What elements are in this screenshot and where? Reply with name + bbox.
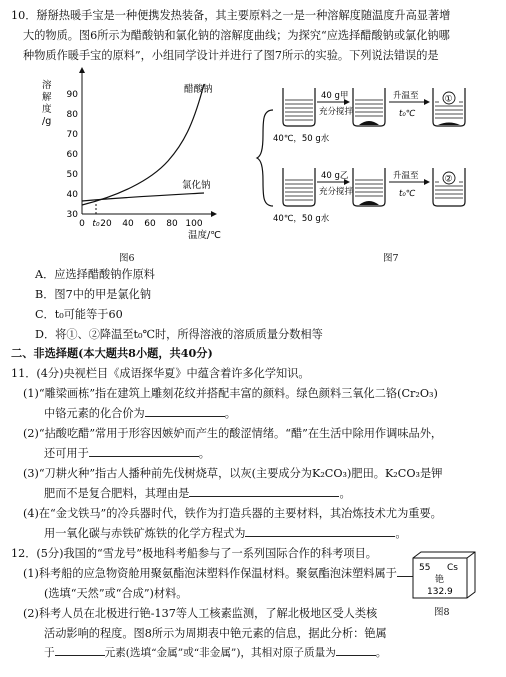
ytick-70: 70: [66, 130, 78, 140]
beaker-a-start: [283, 88, 315, 126]
element-number: 55: [419, 563, 431, 573]
q11-blank-2[interactable]: [89, 445, 199, 457]
q11-part1-line2: 中铬元素的化合价为 。: [44, 407, 236, 420]
q12-part2-line3: 于 元素(选填“金属”或“非金属”)，其相对原子质量为 。: [44, 644, 386, 664]
q11-blank-3[interactable]: [189, 485, 339, 497]
beaker-b-stirred: [353, 168, 385, 206]
q11-part4-line1: (4)在“金戈铁马”的冷兵器时代，铁作为打造兵器的主要材料，其冶炼技术尤为重要。: [23, 507, 442, 520]
beaker-b-start: [283, 168, 315, 206]
q11-part2-line2: 还可用于 。: [44, 447, 210, 460]
figure8-caption: 图8: [434, 607, 450, 618]
condition-bottom: 40℃，50 g水: [273, 214, 330, 224]
q10-option-a: A．应选择醋酸钠作原料: [35, 268, 155, 281]
q11-blank-1[interactable]: [145, 405, 225, 417]
q11-blank-4[interactable]: [245, 525, 395, 537]
q11-part3-line1: (3)“刀耕火种”指古人播种前先伐树烧草，以灰(主要成分为K₂CO₃)肥田。K₂CO₃是钾: [23, 467, 443, 480]
ytick-30: 30: [66, 210, 78, 220]
xtick-40: 40: [122, 219, 134, 229]
xtick-20: 20: [100, 219, 112, 229]
amount-a-label: 40 g甲: [321, 91, 349, 101]
q11-part4-line2: 用一氧化碳与赤铁矿炼铁的化学方程式为 。: [44, 527, 407, 540]
q11-part2-line1: (2)“拈酸吃醋”常用于形容因嫉妒而产生的酸涩情绪。“醋”在生活中除用作调味品外，: [23, 427, 443, 440]
x-ticks: [79, 219, 203, 229]
figure6-caption: 图6: [119, 253, 135, 264]
figure6-solubility-chart: [38, 66, 238, 252]
series-label-sodium-chloride: 氯化钠: [182, 180, 211, 191]
temp-label-a: t₀℃: [399, 109, 416, 119]
stir-label-a: 充分搅拌: [319, 107, 354, 117]
q10-option-c: C．t₀可能等于60: [35, 308, 123, 321]
element-symbol: Cs: [447, 563, 458, 573]
heat-label-a: 升温至: [393, 91, 419, 101]
q12-part1-line2: (选填“天然”或“合成”)材料。: [44, 587, 188, 600]
xtick-80: 80: [166, 219, 178, 229]
q10-stem-line3: 种物质作暖手宝的原料”，小组同学设计并进行了图7所示的实验。下列说法错误的是: [23, 49, 439, 62]
q11-part1-line1: (1)“雕梁画栋”指在建筑上雕刻花纹并搭配丰富的颜料。绿色颜料三氧化二铬(Cr₂O₃): [23, 387, 438, 400]
xtick-0: 0: [79, 219, 85, 229]
ytick-60: 60: [66, 150, 78, 160]
temp-label-b: t₀℃: [399, 189, 416, 199]
xtick-100: 100: [185, 219, 203, 229]
element-mass: 132.9: [427, 587, 453, 597]
circle-label-1: ①: [444, 94, 453, 105]
ylabel-char-4: /g: [42, 116, 52, 127]
q12-stem: 12．(5分)我国的“雪龙号”极地科考船参与了一系列国际合作的科考项目。: [11, 547, 377, 560]
xtick-t0: t₀: [92, 219, 100, 229]
ylabel-char-1: 溶: [42, 80, 52, 91]
q12-part2-line1: (2)科考人员在北极进行铯-137等人工核素监测，了解北极地区受人类核: [23, 607, 378, 620]
element-name: 铯: [435, 575, 445, 585]
q10-option-d: D．将①、②降温至t₀℃时，所得溶液的溶质质量分数相等: [35, 328, 323, 341]
stir-label-b: 充分搅拌: [319, 187, 354, 197]
y-ticks: [67, 90, 79, 220]
q11-stem: 11．(4分)央视栏目《成语探华夏》中蕴含着许多化学知识。: [11, 367, 310, 380]
ytick-40: 40: [66, 190, 78, 200]
ytick-80: 80: [66, 110, 78, 120]
condition-top: 40℃，50 g水: [273, 134, 330, 144]
xlabel: 温度/℃: [188, 230, 221, 241]
q11-part3-line2: 肥而不是复合肥料，其理由是 。: [44, 487, 351, 500]
ytick-90: 90: [66, 90, 78, 100]
figure7-experiment-diagram: [255, 80, 500, 242]
q12-blank-2[interactable]: [55, 644, 105, 656]
series-label-sodium-acetate: 醋酸钠: [184, 84, 213, 95]
section2-heading: 二、非选择题(本大题共8小题，共40分): [11, 346, 213, 360]
xtick-60: 60: [144, 219, 156, 229]
q12-blank-3[interactable]: [336, 644, 376, 656]
ylabel-char-3: 度: [42, 104, 52, 115]
cesium-element-card: [411, 550, 477, 600]
element-card-box: [411, 550, 477, 600]
figure7-caption: 图7: [383, 253, 399, 264]
q12-part2-line2: 活动影响的程度。图8所示为周期表中铯元素的信息，据此分析：铯属: [44, 627, 387, 640]
ylabel-char-2: 解: [42, 92, 52, 103]
sodium-chloride-curve: [82, 193, 204, 201]
q10-option-b: B．图7中的甲是氯化钠: [35, 288, 152, 301]
heat-label-b: 升温至: [393, 171, 419, 181]
q10-stem-line2: 大的物质。图6所示为醋酸钠和氯化钠的溶解度曲线；为探究“应选择醋酸钠或氯化钠哪: [23, 29, 450, 42]
left-brace: [257, 110, 273, 206]
q10-stem-line1: 10．掰掰热暖手宝是一种便携发热装备，其主要原料之一是一种溶解度随温度升高显著增: [11, 9, 451, 22]
q12-part1-line1: (1)科考船的应急物资舱用聚氨酯泡沫塑料作保温材料。聚氨酯泡沫塑料属于: [23, 564, 437, 584]
beaker-a-stirred: [353, 88, 385, 126]
circle-label-2: ②: [444, 174, 453, 185]
ytick-50: 50: [66, 170, 78, 180]
amount-b-label: 40 g乙: [321, 171, 349, 181]
